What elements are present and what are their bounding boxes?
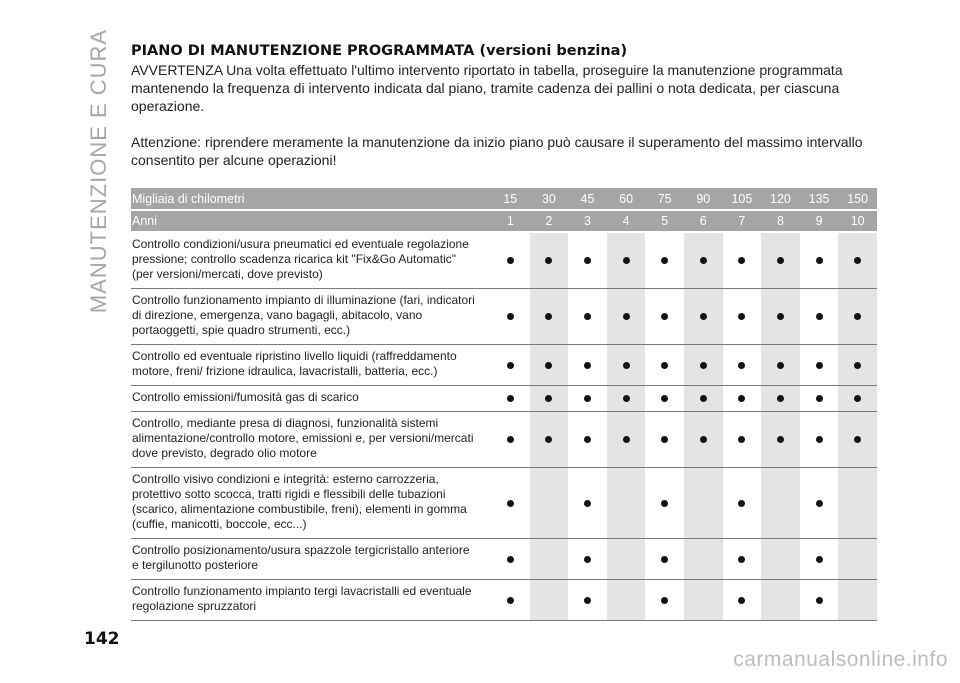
km-header-value: 135 bbox=[800, 188, 839, 210]
interval-cell bbox=[491, 289, 530, 345]
page-title: PIANO DI MANUTENZIONE PROGRAMMATA (versioni benzina) bbox=[131, 43, 628, 59]
maintenance-schedule-table bbox=[131, 188, 877, 621]
scheduled-dot-icon bbox=[661, 313, 668, 320]
operation-description: Controllo ed eventuale ripristino livello liquidi (raffreddamento motore, freni/ frizione idraulica, lavacristalli, batteria, ecc.) bbox=[131, 345, 491, 386]
scheduled-dot-icon bbox=[700, 257, 707, 264]
table-row bbox=[131, 345, 877, 386]
years-header-value: 5 bbox=[645, 210, 684, 232]
page-content bbox=[131, 42, 877, 621]
scheduled-dot-icon bbox=[623, 257, 630, 264]
scheduled-dot-icon bbox=[545, 362, 552, 369]
years-header-value: 8 bbox=[761, 210, 800, 232]
interval-cell bbox=[684, 580, 723, 621]
interval-cell bbox=[723, 345, 762, 386]
interval-cell bbox=[607, 386, 646, 412]
interval-cell bbox=[530, 345, 569, 386]
scheduled-dot-icon bbox=[661, 362, 668, 369]
interval-cell bbox=[800, 289, 839, 345]
interval-cell bbox=[530, 412, 569, 468]
interval-cell bbox=[723, 580, 762, 621]
operation-description: Controllo visivo condizioni e integrità: esterno carrozzeria, protettivo sotto scocca, tratti rigidi e flessibili delle tubazioni (scarico, alimentazione combustibile, freni), elementi in gomma (cuffie, manicotti, boccole, ecc...) bbox=[131, 468, 491, 539]
interval-cell bbox=[761, 345, 800, 386]
scheduled-dot-icon bbox=[816, 395, 823, 402]
scheduled-dot-icon bbox=[584, 395, 591, 402]
scheduled-dot-icon bbox=[738, 313, 745, 320]
scheduled-dot-icon bbox=[507, 257, 514, 264]
interval-cell bbox=[800, 386, 839, 412]
interval-cell bbox=[607, 412, 646, 468]
interval-cell bbox=[607, 580, 646, 621]
table-row bbox=[131, 386, 877, 412]
scheduled-dot-icon bbox=[738, 395, 745, 402]
table-row bbox=[131, 412, 877, 468]
scheduled-dot-icon bbox=[816, 597, 823, 604]
years-header-value: 9 bbox=[800, 210, 839, 232]
km-header-value: 15 bbox=[491, 188, 530, 210]
scheduled-dot-icon bbox=[507, 313, 514, 320]
interval-cell bbox=[684, 345, 723, 386]
years-header-value: 10 bbox=[838, 210, 877, 232]
km-header-value: 60 bbox=[607, 188, 646, 210]
interval-cell bbox=[568, 412, 607, 468]
scheduled-dot-icon bbox=[816, 436, 823, 443]
interval-cell bbox=[838, 345, 877, 386]
scheduled-dot-icon bbox=[584, 500, 591, 507]
scheduled-dot-icon bbox=[816, 362, 823, 369]
interval-cell bbox=[491, 468, 530, 539]
interval-cell bbox=[838, 289, 877, 345]
interval-cell bbox=[491, 232, 530, 289]
interval-cell bbox=[645, 386, 684, 412]
interval-cell bbox=[761, 580, 800, 621]
scheduled-dot-icon bbox=[854, 362, 861, 369]
interval-cell bbox=[800, 539, 839, 580]
interval-cell bbox=[645, 289, 684, 345]
page-number: 142 bbox=[84, 629, 120, 649]
interval-cell bbox=[491, 345, 530, 386]
scheduled-dot-icon bbox=[738, 500, 745, 507]
interval-cell bbox=[530, 232, 569, 289]
km-header-value: 30 bbox=[530, 188, 569, 210]
interval-cell bbox=[723, 232, 762, 289]
schedule-body bbox=[131, 232, 877, 621]
interval-cell bbox=[645, 468, 684, 539]
years-header-value: 2 bbox=[530, 210, 569, 232]
scheduled-dot-icon bbox=[545, 395, 552, 402]
scheduled-dot-icon bbox=[584, 597, 591, 604]
section-side-header bbox=[84, 28, 114, 314]
scheduled-dot-icon bbox=[777, 362, 784, 369]
interval-cell bbox=[491, 580, 530, 621]
interval-cell bbox=[684, 386, 723, 412]
table-row bbox=[131, 468, 877, 539]
operation-description: Controllo funzionamento impianto di illuminazione (fari, indicatori di direzione, emergenza, vano bagagli, abitacolo, vano portaoggetti, spie quadro strumenti, ecc.) bbox=[131, 289, 491, 345]
scheduled-dot-icon bbox=[507, 436, 514, 443]
years-header-value: 3 bbox=[568, 210, 607, 232]
interval-cell bbox=[530, 468, 569, 539]
years-header-value: 6 bbox=[684, 210, 723, 232]
interval-cell bbox=[838, 539, 877, 580]
interval-cell bbox=[568, 345, 607, 386]
interval-cell bbox=[491, 539, 530, 580]
interval-cell bbox=[684, 468, 723, 539]
km-header-value: 105 bbox=[723, 188, 762, 210]
scheduled-dot-icon bbox=[584, 313, 591, 320]
interval-cell bbox=[838, 412, 877, 468]
interval-cell bbox=[607, 232, 646, 289]
operation-description: Controllo funzionamento impianto tergi lavacristalli ed eventuale regolazione spruzzatori bbox=[131, 580, 491, 621]
interval-cell bbox=[568, 539, 607, 580]
scheduled-dot-icon bbox=[507, 395, 514, 402]
km-header-label: Migliaia di chilometri bbox=[131, 188, 491, 210]
scheduled-dot-icon bbox=[545, 436, 552, 443]
interval-cell bbox=[645, 580, 684, 621]
scheduled-dot-icon bbox=[700, 395, 707, 402]
interval-cell bbox=[723, 539, 762, 580]
interval-cell bbox=[568, 386, 607, 412]
interval-cell bbox=[491, 386, 530, 412]
interval-cell bbox=[645, 345, 684, 386]
interval-cell bbox=[607, 345, 646, 386]
scheduled-dot-icon bbox=[700, 313, 707, 320]
interval-cell bbox=[838, 468, 877, 539]
interval-cell bbox=[491, 412, 530, 468]
scheduled-dot-icon bbox=[661, 436, 668, 443]
interval-cell bbox=[607, 539, 646, 580]
km-header-value: 75 bbox=[645, 188, 684, 210]
km-header-value: 150 bbox=[838, 188, 877, 210]
interval-cell bbox=[645, 412, 684, 468]
interval-cell bbox=[761, 289, 800, 345]
interval-cell bbox=[530, 539, 569, 580]
interval-cell bbox=[568, 289, 607, 345]
scheduled-dot-icon bbox=[738, 362, 745, 369]
table-row bbox=[131, 580, 877, 621]
interval-cell bbox=[761, 412, 800, 468]
interval-cell bbox=[684, 539, 723, 580]
scheduled-dot-icon bbox=[854, 395, 861, 402]
interval-cell bbox=[723, 468, 762, 539]
scheduled-dot-icon bbox=[816, 500, 823, 507]
interval-cell bbox=[530, 386, 569, 412]
interval-cell bbox=[838, 232, 877, 289]
interval-cell bbox=[607, 468, 646, 539]
operation-description: Controllo posizionamento/usura spazzole tergicristallo anteriore e tergilunotto posteriore bbox=[131, 539, 491, 580]
years-header-label: Anni bbox=[131, 210, 491, 232]
interval-cell bbox=[761, 386, 800, 412]
interval-cell bbox=[568, 580, 607, 621]
interval-cell bbox=[568, 468, 607, 539]
attention-paragraph: Attenzione: riprendere meramente la manutenzione da inizio piano può causare il superamento del massimo intervallo consentito per alcune operazioni! bbox=[131, 134, 863, 168]
interval-cell bbox=[607, 289, 646, 345]
scheduled-dot-icon bbox=[816, 313, 823, 320]
scheduled-dot-icon bbox=[777, 257, 784, 264]
scheduled-dot-icon bbox=[584, 436, 591, 443]
interval-cell bbox=[645, 232, 684, 289]
interval-cell bbox=[723, 386, 762, 412]
table-row bbox=[131, 539, 877, 580]
scheduled-dot-icon bbox=[661, 556, 668, 563]
interval-cell bbox=[800, 468, 839, 539]
scheduled-dot-icon bbox=[816, 556, 823, 563]
km-header-value: 90 bbox=[684, 188, 723, 210]
years-header-row bbox=[131, 210, 877, 232]
watermark-text: carmanualsonline.info bbox=[733, 648, 948, 671]
interval-cell bbox=[723, 289, 762, 345]
km-header-row bbox=[131, 188, 877, 210]
interval-cell bbox=[568, 232, 607, 289]
table-row bbox=[131, 289, 877, 345]
scheduled-dot-icon bbox=[700, 362, 707, 369]
interval-cell bbox=[800, 580, 839, 621]
scheduled-dot-icon bbox=[545, 257, 552, 264]
scheduled-dot-icon bbox=[545, 313, 552, 320]
operation-description: Controllo emissioni/fumosità gas di scarico bbox=[131, 386, 491, 412]
years-header-value: 1 bbox=[491, 210, 530, 232]
scheduled-dot-icon bbox=[777, 313, 784, 320]
years-header-value: 4 bbox=[607, 210, 646, 232]
scheduled-dot-icon bbox=[661, 395, 668, 402]
interval-cell bbox=[761, 468, 800, 539]
interval-cell bbox=[761, 539, 800, 580]
interval-cell bbox=[530, 289, 569, 345]
scheduled-dot-icon bbox=[507, 556, 514, 563]
km-header-value: 45 bbox=[568, 188, 607, 210]
interval-cell bbox=[800, 232, 839, 289]
section-side-header-label: MANUTENZIONE E CURA bbox=[86, 28, 111, 314]
interval-cell bbox=[645, 539, 684, 580]
scheduled-dot-icon bbox=[623, 436, 630, 443]
table-row bbox=[131, 232, 877, 289]
years-header-value: 7 bbox=[723, 210, 762, 232]
scheduled-dot-icon bbox=[700, 436, 707, 443]
km-header-value: 120 bbox=[761, 188, 800, 210]
interval-cell bbox=[530, 580, 569, 621]
scheduled-dot-icon bbox=[661, 500, 668, 507]
scheduled-dot-icon bbox=[507, 597, 514, 604]
scheduled-dot-icon bbox=[816, 257, 823, 264]
scheduled-dot-icon bbox=[738, 436, 745, 443]
scheduled-dot-icon bbox=[661, 257, 668, 264]
scheduled-dot-icon bbox=[738, 597, 745, 604]
scheduled-dot-icon bbox=[777, 436, 784, 443]
scheduled-dot-icon bbox=[507, 362, 514, 369]
scheduled-dot-icon bbox=[623, 313, 630, 320]
interval-cell bbox=[684, 412, 723, 468]
scheduled-dot-icon bbox=[738, 556, 745, 563]
interval-cell bbox=[761, 232, 800, 289]
scheduled-dot-icon bbox=[584, 257, 591, 264]
interval-cell bbox=[684, 289, 723, 345]
scheduled-dot-icon bbox=[854, 313, 861, 320]
scheduled-dot-icon bbox=[623, 362, 630, 369]
scheduled-dot-icon bbox=[777, 395, 784, 402]
warning-paragraph: AVVERTENZA Una volta effettuato l'ultimo intervento riportato in tabella, proseguire la manutenzione programmata mantenendo la frequenza di intervento indicata dal piano, tramite cadenza dei pallini o nota dedicata, per ciascuna operazione. bbox=[131, 62, 843, 114]
interval-cell bbox=[838, 386, 877, 412]
scheduled-dot-icon bbox=[623, 395, 630, 402]
scheduled-dot-icon bbox=[584, 362, 591, 369]
scheduled-dot-icon bbox=[507, 500, 514, 507]
scheduled-dot-icon bbox=[854, 257, 861, 264]
interval-cell bbox=[838, 580, 877, 621]
scheduled-dot-icon bbox=[738, 257, 745, 264]
interval-cell bbox=[800, 345, 839, 386]
scheduled-dot-icon bbox=[854, 436, 861, 443]
scheduled-dot-icon bbox=[661, 597, 668, 604]
operation-description: Controllo, mediante presa di diagnosi, funzionalità sistemi alimentazione/controllo motore, emissioni e, per versioni/mercati dove previsto, degrado olio motore bbox=[131, 412, 491, 468]
operation-description: Controllo condizioni/usura pneumatici ed eventuale regolazione pressione; controllo scadenza ricarica kit "Fix&Go Automatic" (per versioni/mercati, dove previsto) bbox=[131, 232, 491, 289]
interval-cell bbox=[800, 412, 839, 468]
interval-cell bbox=[684, 232, 723, 289]
scheduled-dot-icon bbox=[584, 556, 591, 563]
interval-cell bbox=[723, 412, 762, 468]
